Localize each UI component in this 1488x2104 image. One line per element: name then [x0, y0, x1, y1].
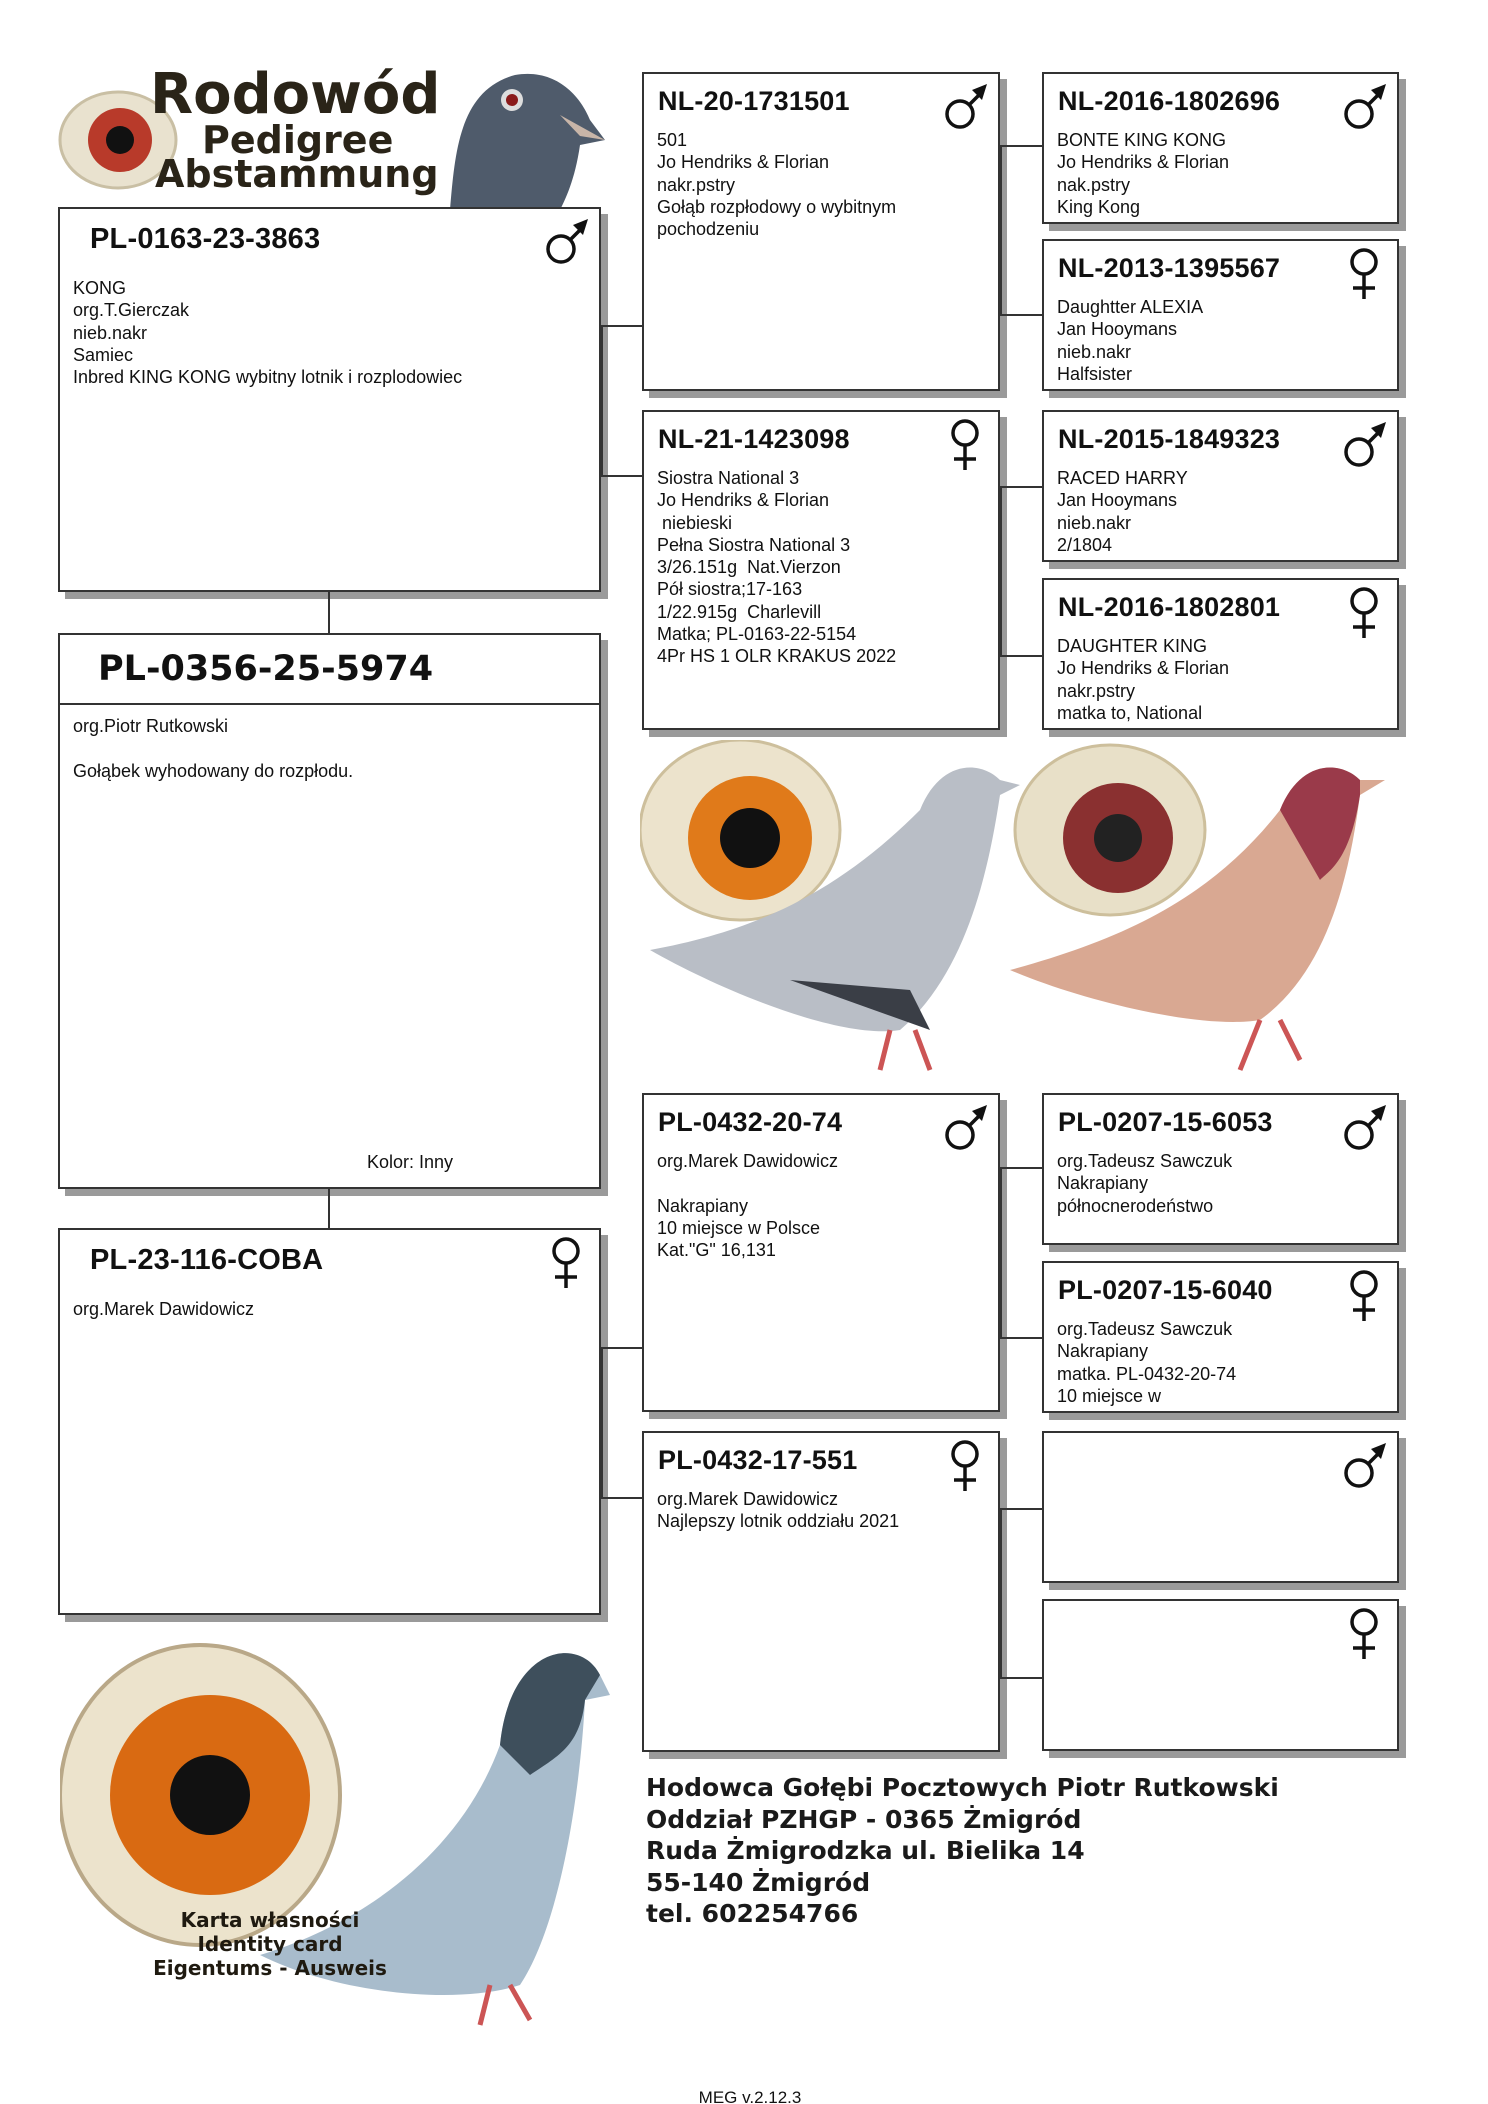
title-abstammung: Abstammung [155, 152, 439, 196]
detail-line: Kat."G" 16,131 [657, 1240, 776, 1261]
detail-line: nieb.nakr [73, 322, 148, 343]
detail-line: org.Marek Dawidowicz [657, 1151, 839, 1171]
detail-line: DAUGHTER KING [1057, 636, 1208, 656]
ring-number: NL-21-1423098 [658, 424, 850, 454]
detail-line: 4Pr HS 1 OLR KRAKUS 2022 [657, 646, 897, 667]
connector-line [1000, 1337, 1042, 1339]
ring-number: NL-2016-1802801 [1058, 592, 1281, 622]
detail-line: Najlepszy lotnik oddziału 2021 [657, 1511, 900, 1532]
connector-line [1000, 486, 1042, 488]
detail-line: Gołąb rozpłodowy o wybitnym [657, 196, 897, 217]
detail-line: nakr.pstry [657, 174, 736, 195]
detail-line: Siostra National 3 [657, 468, 800, 488]
subject-detail-line: org.Piotr Rutkowski [73, 716, 229, 736]
subject-lines [73, 715, 353, 782]
bird-details [657, 467, 896, 668]
grandparents-box[interactable] [642, 410, 1000, 730]
card-label-en: Identity card [197, 1932, 343, 1956]
connector-line [1000, 655, 1042, 657]
detail-line: Samiec [73, 344, 134, 365]
ring-number: PL-0207-15-6053 [1058, 1107, 1273, 1137]
ring-number: NL-2016-1802696 [1058, 86, 1281, 116]
male-symbol-icon [1339, 1099, 1389, 1155]
detail-line: niebieski [657, 512, 733, 533]
bird-details [1057, 467, 1188, 556]
detail-line: matka. PL-0432-20-74 [1057, 1363, 1237, 1384]
title-rodowod: Rodowód [150, 62, 441, 127]
breeder-branch: Oddział PZHGP - 0365 Żmigród [646, 1804, 1082, 1834]
grandparents-box[interactable] [642, 1431, 1000, 1752]
female-symbol-icon [541, 1234, 591, 1290]
detail-line: Inbred KING KONG wybitny lotnik i rozplodowiec [73, 367, 463, 388]
detail-line: Jo Hendriks & Florian [657, 152, 830, 173]
subject-detail-line: Gołąbek wyhodowany do rozpłodu. [73, 760, 354, 781]
version-label: MEG v.2.12.3 [698, 2088, 802, 2104]
connector-line [1000, 314, 1042, 316]
detail-line: 1/22.915g Charlevill [657, 601, 822, 622]
connector-line [601, 1497, 642, 1499]
detail-line: RACED HARRY [1057, 468, 1188, 488]
subject-divider [60, 703, 599, 705]
great-grandparents-box[interactable] [1042, 239, 1399, 391]
breeder-info [646, 1772, 1279, 1930]
grandparents-box[interactable] [642, 1093, 1000, 1412]
detail-line: Daughtter ALEXIA [1057, 297, 1204, 317]
detail-line: Halfsister [1057, 363, 1133, 384]
bird-details [1057, 1318, 1236, 1407]
male-symbol-icon [940, 78, 990, 134]
male-symbol-icon [1339, 1437, 1389, 1493]
detail-line: północnerodeństwo [1057, 1195, 1214, 1216]
detail-line: 3/26.151g Nat.Vierzon [657, 557, 841, 578]
connector-line [601, 325, 603, 475]
subject-detail-line [73, 737, 353, 759]
grandparents-box[interactable] [642, 72, 1000, 391]
male-symbol-icon [940, 1099, 990, 1155]
detail-line: org.Marek Dawidowicz [657, 1489, 839, 1509]
ring-number: PL-0432-20-74 [658, 1107, 843, 1137]
detail-line: pochodzeniu [657, 219, 760, 240]
bird-details [1057, 635, 1229, 724]
ring-number: PL-0207-15-6040 [1058, 1275, 1273, 1305]
detail-line: BONTE KING KONG [1057, 130, 1227, 150]
female-symbol-icon [940, 416, 990, 472]
breeder-phone: tel. 602254766 [646, 1899, 859, 1928]
ring-number: PL-23-116-COBA [90, 1244, 324, 1276]
detail-line: Pełna Siostra National 3 [657, 534, 851, 555]
detail-line: nieb.nakr [1057, 341, 1132, 362]
detail-line: 2/1804 [1057, 534, 1113, 555]
detail-line: 10 miejsce w Polsce [657, 1217, 821, 1238]
detail-line: KONG [73, 278, 127, 298]
connector-line [1000, 1677, 1042, 1679]
connector-line [1000, 486, 1002, 655]
great-grandparents-box[interactable] [1042, 72, 1399, 224]
detail-line: Jo Hendriks & Florian [1057, 658, 1230, 679]
detail-line [657, 1172, 838, 1194]
great-grandparents-box[interactable] [1042, 578, 1399, 730]
connector-line [601, 1347, 603, 1497]
bird-details [1057, 1150, 1232, 1217]
ring-number [1058, 1445, 1066, 1476]
detail-line: Nakrapiany [657, 1195, 749, 1216]
male-symbol-icon [541, 213, 591, 269]
bird-details [1057, 296, 1203, 385]
bird-details [657, 1488, 899, 1533]
detail-line: org.Tadeusz Sawczuk [1057, 1151, 1233, 1171]
connector-line [1000, 1508, 1002, 1677]
subject-color: Kolor: Inny [367, 1152, 454, 1172]
female-symbol-icon [1339, 1267, 1389, 1323]
parents-box[interactable] [58, 207, 601, 592]
detail-line: nakr.pstry [1057, 680, 1136, 701]
bird-details [657, 129, 896, 240]
detail-line: Nakrapiany [1057, 1341, 1149, 1362]
detail-line: matka to, National [1057, 702, 1203, 723]
subject-ring: PL-0356-25-5974 [98, 649, 434, 689]
title-pedigree: Pedigree [202, 118, 394, 162]
detail-line: Nakrapiany [1057, 1173, 1149, 1194]
breeder-name: Hodowca Gołębi Pocztowych Piotr Rutkowski [646, 1773, 1279, 1802]
ring-number: NL-2015-1849323 [1058, 424, 1281, 454]
male-symbol-icon [1339, 78, 1389, 134]
female-symbol-icon [1339, 584, 1389, 640]
parent-pigeons-image [640, 740, 1400, 1090]
detail-line: Jo Hendriks & Florian [657, 490, 830, 511]
great-grandparents-box[interactable] [1042, 410, 1399, 562]
card-label-de: Eigentums - Ausweis [153, 1956, 387, 1980]
bird-details [1057, 129, 1229, 218]
connector-line [601, 475, 642, 477]
connector-line [1000, 1167, 1002, 1337]
connector-line [328, 1189, 330, 1228]
connector-line [601, 325, 642, 327]
connector-line [1000, 1167, 1042, 1169]
connector-line [601, 1347, 642, 1349]
detail-line: Jan Hooymans [1057, 490, 1178, 511]
male-symbol-icon [1339, 416, 1389, 472]
great-grandparents-box[interactable] [1042, 1261, 1399, 1413]
breeder-city: 55-140 Żmigród [646, 1867, 871, 1897]
bird-details [657, 1150, 838, 1261]
detail-line: org.Marek Dawidowicz [73, 1299, 255, 1319]
detail-line: 10 miejsce w [1057, 1385, 1162, 1406]
female-symbol-icon [1339, 1605, 1389, 1661]
detail-line: King Kong [1057, 196, 1141, 217]
detail-line: 501 [657, 130, 688, 150]
detail-line: Jo Hendriks & Florian [1057, 152, 1230, 173]
connector-line [1000, 1508, 1042, 1510]
bird-details [73, 1298, 254, 1320]
pigeon-head-logo-image [440, 70, 605, 210]
ring-number: PL-0432-17-551 [658, 1445, 858, 1475]
great-grandparents-box[interactable] [1042, 1599, 1399, 1751]
ring-number: NL-20-1731501 [658, 86, 850, 116]
ring-number: PL-0163-23-3863 [90, 223, 321, 255]
connector-line [1000, 145, 1042, 147]
detail-line: Matka; PL-0163-22-5154 [657, 624, 857, 645]
ring-number [1058, 1613, 1066, 1644]
parents-box[interactable] [58, 1228, 601, 1615]
detail-line: org.Tadeusz Sawczuk [1057, 1319, 1233, 1339]
female-symbol-icon [940, 1437, 990, 1493]
identity-card-label [120, 1908, 420, 1980]
subject-box[interactable] [58, 633, 601, 1189]
detail-line: org.T.Gierczak [73, 300, 190, 321]
connector-line [328, 592, 330, 633]
detail-line: Jan Hooymans [1057, 319, 1178, 340]
detail-line: nak.pstry [1057, 174, 1131, 195]
female-symbol-icon [1339, 245, 1389, 301]
card-label-pl: Karta własności [180, 1908, 360, 1932]
great-grandparents-box[interactable] [1042, 1431, 1399, 1583]
breeder-street: Ruda Żmigrodzka ul. Bielika 14 [646, 1836, 1085, 1865]
bird-details [73, 277, 462, 388]
detail-line: nieb.nakr [1057, 512, 1132, 533]
detail-line: Pół siostra;17-163 [657, 579, 803, 600]
great-grandparents-box[interactable] [1042, 1093, 1399, 1245]
ring-number: NL-2013-1395567 [1058, 253, 1281, 283]
connector-line [1000, 145, 1002, 314]
